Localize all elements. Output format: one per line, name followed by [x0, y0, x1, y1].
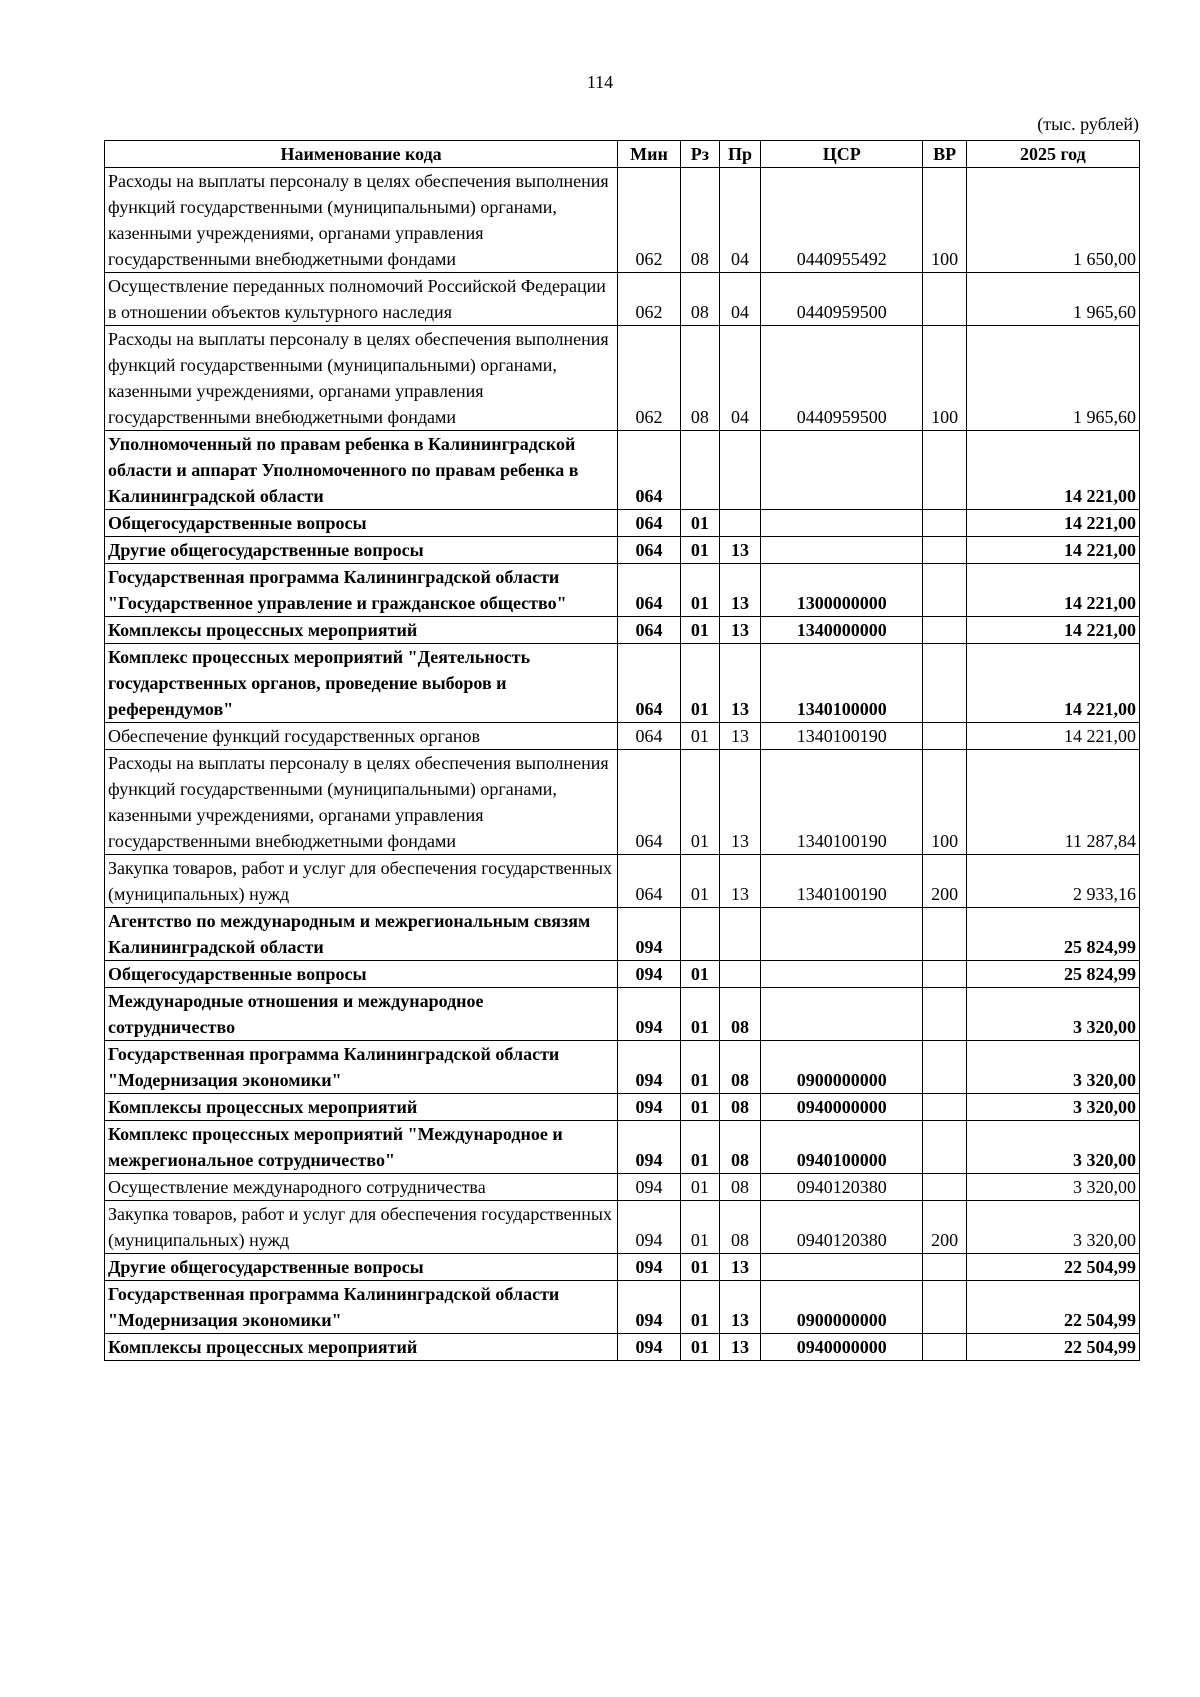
row-vr: [923, 644, 966, 723]
row-name: Государственная программа Калининградской области "Государственное управление и гражданское общество": [105, 564, 618, 617]
row-name: Осуществление переданных полномочий Российской Федерации в отношении объектов культурного наследия: [105, 273, 618, 326]
row-name: Общегосударственные вопросы: [105, 510, 618, 537]
header-rz: Рз: [680, 141, 719, 168]
header-pr: Пр: [719, 141, 760, 168]
row-vr: [923, 988, 966, 1041]
row-csr: 0940120380: [761, 1201, 923, 1254]
row-min: 094: [618, 1201, 681, 1254]
row-name: Комплексы процессных мероприятий: [105, 1334, 618, 1361]
row-pr: [719, 431, 760, 510]
row-amount: 1 965,60: [966, 326, 1139, 431]
row-csr: 1340100190: [761, 750, 923, 855]
row-vr: [923, 1281, 966, 1334]
row-csr: [761, 908, 923, 961]
row-min: 094: [618, 1094, 681, 1121]
row-csr: 1340100190: [761, 855, 923, 908]
row-rz: 01: [680, 961, 719, 988]
row-pr: 04: [719, 326, 760, 431]
row-min: 094: [618, 1334, 681, 1361]
row-csr: [761, 510, 923, 537]
row-rz: 01: [680, 1174, 719, 1201]
row-amount: 2 933,16: [966, 855, 1139, 908]
row-name: Общегосударственные вопросы: [105, 961, 618, 988]
row-csr: [761, 537, 923, 564]
budget-table: [104, 140, 1140, 1361]
row-rz: 01: [680, 1121, 719, 1174]
row-rz: 01: [680, 1094, 719, 1121]
row-name: Другие общегосударственные вопросы: [105, 1254, 618, 1281]
row-min: 064: [618, 723, 681, 750]
row-min: 064: [618, 750, 681, 855]
table-row: [105, 168, 1140, 273]
row-name: Расходы на выплаты персоналу в целях обеспечения выполнения функций государственными (муниципальными) органами, казенными учреждениями, органами управления государственными внебюджетными фондами: [105, 326, 618, 431]
row-rz: 01: [680, 564, 719, 617]
row-name: Государственная программа Калининградской области "Модернизация экономики": [105, 1041, 618, 1094]
row-pr: 13: [719, 750, 760, 855]
row-rz: 08: [680, 326, 719, 431]
row-name: Закупка товаров, работ и услуг для обеспечения государственных (муниципальных) нужд: [105, 855, 618, 908]
row-csr: [761, 961, 923, 988]
row-amount: 22 504,99: [966, 1254, 1139, 1281]
row-rz: 01: [680, 750, 719, 855]
row-amount: 14 221,00: [966, 564, 1139, 617]
row-vr: [923, 908, 966, 961]
row-amount: 14 221,00: [966, 510, 1139, 537]
row-pr: 08: [719, 1174, 760, 1201]
table-row: [105, 537, 1140, 564]
row-pr: 13: [719, 1254, 760, 1281]
row-min: 094: [618, 1281, 681, 1334]
row-amount: 14 221,00: [966, 723, 1139, 750]
row-name: Агентство по международным и межрегиональным связям Калининградской области: [105, 908, 618, 961]
row-rz: 01: [680, 510, 719, 537]
row-min: 064: [618, 564, 681, 617]
row-pr: 13: [719, 1334, 760, 1361]
table-row: [105, 1174, 1140, 1201]
row-min: 062: [618, 273, 681, 326]
table-row: [105, 1254, 1140, 1281]
row-name: Комплекс процессных мероприятий "Международное и межрегиональное сотрудничество": [105, 1121, 618, 1174]
row-name: Обеспечение функций государственных органов: [105, 723, 618, 750]
header-min: Мин: [618, 141, 681, 168]
row-min: 094: [618, 908, 681, 961]
table-row: [105, 1121, 1140, 1174]
table-row: [105, 273, 1140, 326]
row-vr: [923, 723, 966, 750]
table-row: [105, 961, 1140, 988]
header-csr: ЦСР: [761, 141, 923, 168]
row-name: Осуществление международного сотрудничества: [105, 1174, 618, 1201]
row-vr: [923, 564, 966, 617]
row-rz: 01: [680, 537, 719, 564]
row-csr: 0440955492: [761, 168, 923, 273]
row-vr: [923, 961, 966, 988]
row-rz: 01: [680, 988, 719, 1041]
row-pr: 13: [719, 855, 760, 908]
row-vr: [923, 1174, 966, 1201]
row-rz: 01: [680, 1334, 719, 1361]
row-name: Закупка товаров, работ и услуг для обеспечения государственных (муниципальных) нужд: [105, 1201, 618, 1254]
row-min: 064: [618, 644, 681, 723]
row-rz: [680, 908, 719, 961]
row-min: 094: [618, 1254, 681, 1281]
table-row: [105, 326, 1140, 431]
row-name: Комплексы процессных мероприятий: [105, 1094, 618, 1121]
row-csr: [761, 431, 923, 510]
row-name: Уполномоченный по правам ребенка в Калининградской области и аппарат Уполномоченного по правам ребенка в Калининградской области: [105, 431, 618, 510]
row-csr: [761, 988, 923, 1041]
table-row: [105, 723, 1140, 750]
row-vr: 100: [923, 326, 966, 431]
row-csr: 0940000000: [761, 1334, 923, 1361]
row-min: 064: [618, 510, 681, 537]
row-amount: 3 320,00: [966, 1121, 1139, 1174]
row-name: Государственная программа Калининградской области "Модернизация экономики": [105, 1281, 618, 1334]
row-min: 064: [618, 617, 681, 644]
row-min: 094: [618, 961, 681, 988]
row-rz: 01: [680, 855, 719, 908]
table-row: [105, 1094, 1140, 1121]
units-label: (тыс. рублей): [1037, 114, 1139, 134]
row-amount: 14 221,00: [966, 644, 1139, 723]
row-pr: 13: [719, 617, 760, 644]
row-pr: 08: [719, 1094, 760, 1121]
row-csr: 1300000000: [761, 564, 923, 617]
header-vr: ВР: [923, 141, 966, 168]
row-pr: 13: [719, 723, 760, 750]
table-row: [105, 1334, 1140, 1361]
row-amount: 22 504,99: [966, 1334, 1139, 1361]
row-amount: 1 965,60: [966, 273, 1139, 326]
row-vr: 200: [923, 855, 966, 908]
header-amount: 2025 год: [966, 141, 1139, 168]
table-row: [105, 1041, 1140, 1094]
table-row: [105, 644, 1140, 723]
row-rz: 01: [680, 617, 719, 644]
row-amount: 14 221,00: [966, 431, 1139, 510]
table-row: [105, 1281, 1140, 1334]
row-amount: 3 320,00: [966, 988, 1139, 1041]
row-pr: [719, 908, 760, 961]
row-pr: [719, 961, 760, 988]
row-pr: 08: [719, 1201, 760, 1254]
table-row: [105, 855, 1140, 908]
header-row: [105, 141, 1140, 168]
header-name: Наименование кода: [105, 141, 618, 168]
row-vr: [923, 510, 966, 537]
table-row: [105, 431, 1140, 510]
row-min: 094: [618, 1041, 681, 1094]
row-amount: 14 221,00: [966, 617, 1139, 644]
row-rz: 08: [680, 273, 719, 326]
row-vr: [923, 537, 966, 564]
row-pr: 13: [719, 1281, 760, 1334]
row-csr: 1340000000: [761, 617, 923, 644]
row-min: 094: [618, 988, 681, 1041]
row-vr: [923, 1334, 966, 1361]
row-vr: [923, 273, 966, 326]
table-row: [105, 1201, 1140, 1254]
row-csr: 0900000000: [761, 1281, 923, 1334]
table-row: [105, 564, 1140, 617]
row-min: 064: [618, 431, 681, 510]
table-body: [105, 168, 1140, 1361]
table-row: [105, 510, 1140, 537]
row-pr: [719, 510, 760, 537]
row-csr: 0940120380: [761, 1174, 923, 1201]
row-csr: 1340100000: [761, 644, 923, 723]
row-vr: [923, 1254, 966, 1281]
row-rz: 01: [680, 1041, 719, 1094]
row-pr: 13: [719, 564, 760, 617]
table-row: [105, 750, 1140, 855]
row-amount: 22 504,99: [966, 1281, 1139, 1334]
row-pr: 04: [719, 273, 760, 326]
row-min: 062: [618, 168, 681, 273]
row-csr: 0940000000: [761, 1094, 923, 1121]
row-amount: 3 320,00: [966, 1041, 1139, 1094]
row-rz: 01: [680, 1201, 719, 1254]
row-csr: 0440959500: [761, 273, 923, 326]
row-name: Другие общегосударственные вопросы: [105, 537, 618, 564]
row-amount: 14 221,00: [966, 537, 1139, 564]
row-vr: [923, 1041, 966, 1094]
row-pr: 04: [719, 168, 760, 273]
row-min: 094: [618, 1121, 681, 1174]
row-name: Расходы на выплаты персоналу в целях обеспечения выполнения функций государственными (муниципальными) органами, казенными учреждениями, органами управления государственными внебюджетными фондами: [105, 750, 618, 855]
row-rz: [680, 431, 719, 510]
row-min: 064: [618, 855, 681, 908]
page-number: 114: [586, 72, 614, 92]
row-name: Расходы на выплаты персоналу в целях обеспечения выполнения функций государственными (муниципальными) органами, казенными учреждениями, органами управления государственными внебюджетными фондами: [105, 168, 618, 273]
row-csr: 0900000000: [761, 1041, 923, 1094]
row-rz: 01: [680, 1281, 719, 1334]
row-csr: [761, 1254, 923, 1281]
table-row: [105, 988, 1140, 1041]
row-rz: 01: [680, 644, 719, 723]
row-rz: 01: [680, 1254, 719, 1281]
row-vr: [923, 1121, 966, 1174]
table-row: [105, 617, 1140, 644]
row-rz: 08: [680, 168, 719, 273]
row-amount: 25 824,99: [966, 908, 1139, 961]
row-pr: 08: [719, 1121, 760, 1174]
row-name: Комплекс процессных мероприятий "Деятельность государственных органов, проведение выборов и референдумов": [105, 644, 618, 723]
row-pr: 08: [719, 1041, 760, 1094]
row-pr: 13: [719, 644, 760, 723]
row-amount: 25 824,99: [966, 961, 1139, 988]
row-vr: 200: [923, 1201, 966, 1254]
row-vr: [923, 431, 966, 510]
row-csr: 0940100000: [761, 1121, 923, 1174]
row-name: Комплексы процессных мероприятий: [105, 617, 618, 644]
row-min: 062: [618, 326, 681, 431]
row-vr: 100: [923, 168, 966, 273]
row-pr: 13: [719, 537, 760, 564]
row-min: 064: [618, 537, 681, 564]
row-csr: 0440959500: [761, 326, 923, 431]
row-amount: 3 320,00: [966, 1094, 1139, 1121]
row-pr: 08: [719, 988, 760, 1041]
row-min: 094: [618, 1174, 681, 1201]
row-amount: 3 320,00: [966, 1174, 1139, 1201]
row-vr: [923, 617, 966, 644]
row-name: Международные отношения и международное сотрудничество: [105, 988, 618, 1041]
row-csr: 1340100190: [761, 723, 923, 750]
row-amount: 1 650,00: [966, 168, 1139, 273]
row-vr: [923, 1094, 966, 1121]
table-row: [105, 908, 1140, 961]
row-vr: 100: [923, 750, 966, 855]
row-amount: 3 320,00: [966, 1201, 1139, 1254]
row-amount: 11 287,84: [966, 750, 1139, 855]
row-rz: 01: [680, 723, 719, 750]
